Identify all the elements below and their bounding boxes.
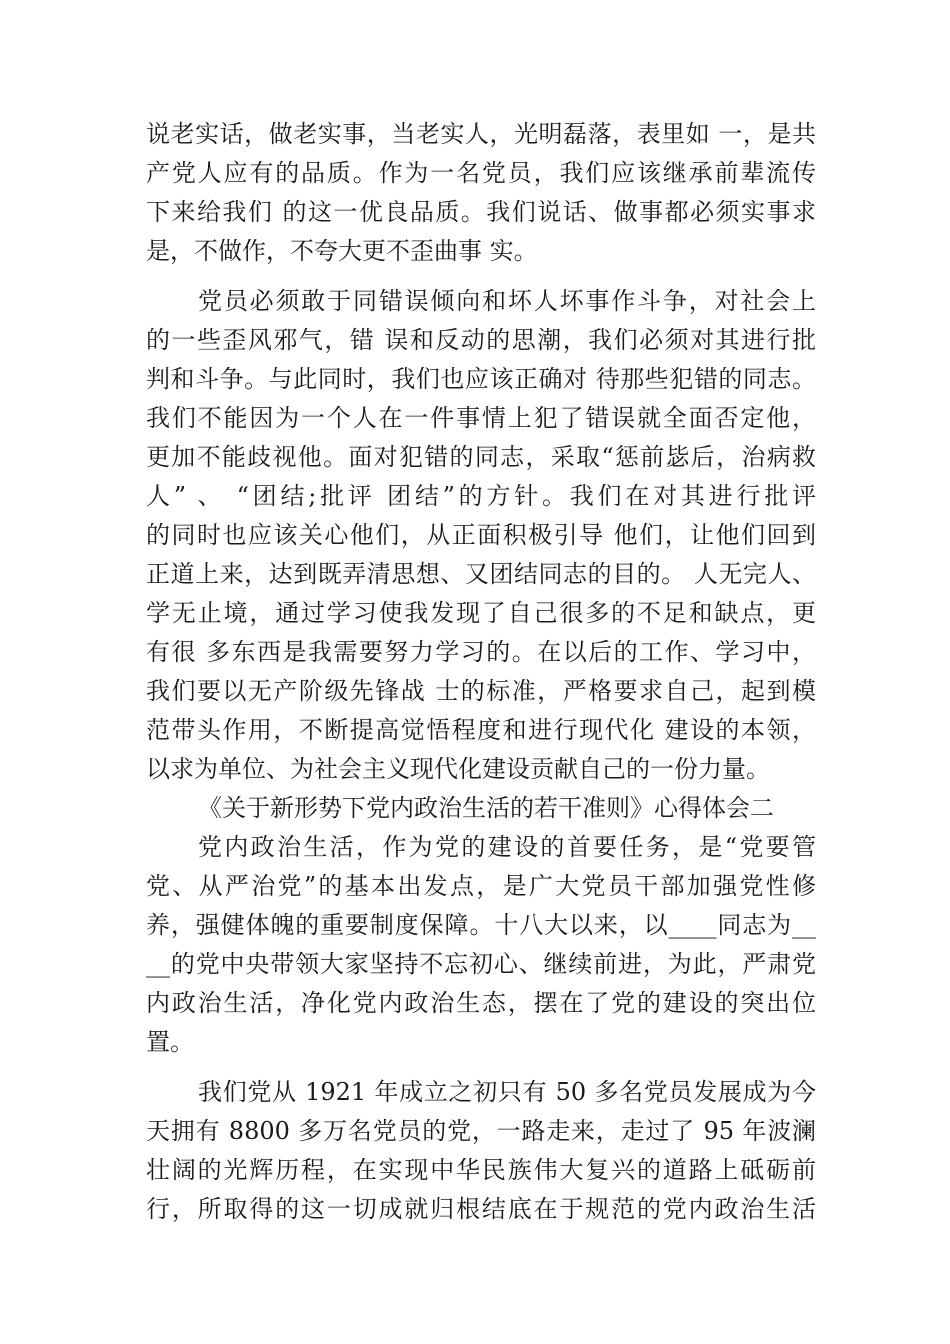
text-line: 我们党从 1921 年成立之初只有 50 多名党员发展成为今 [198, 1078, 816, 1106]
text-line: 下来给我们 的这一优良品质。我们说话、做事都必须实事求 [146, 198, 816, 226]
text-line: 壮阔的光辉历程，在实现中华民族伟大复兴的道路上砥砺前 [146, 1156, 816, 1184]
text-line: 以求为单位、为社会主义现代化建设贡献自己的一份力量。 [146, 755, 770, 783]
text-line: 正道上来，达到既弄清思想、又团结同志的目的。 人无完人、 [146, 560, 816, 588]
text-line: 人” 、 “团结;批评 团结”的方针。我们在对其进行批评 [146, 482, 816, 510]
text-line: 更加不能歧视他。面对犯错的同志，采取“惩前毖后，治病救 [146, 443, 816, 471]
text-line: 置。 [146, 1028, 194, 1056]
text-line: 有很 多东西是我需要努力学习的。在以后的工作、学习中， [146, 638, 816, 666]
text-line: 天拥有 8800 多万名党员的党，一路走来，走过了 95 年波澜 [146, 1117, 816, 1145]
text-line: 内政治生活，净化党内政治生态，摆在了党的建设的突出位 [146, 989, 816, 1017]
text-line: 的一些歪风邪气，错 误和反动的思潮，我们必须对其进行批 [146, 326, 816, 354]
text-line: 判和斗争。与此同时，我们也应该正确对 待那些犯错的同志。 [146, 365, 816, 393]
text-line: 产党人应有的品质。作为一名党员，我们应该继承前辈流传 [146, 159, 816, 187]
text-line: __的党中央带领大家坚持不忘初心、继续前进，为此，严肃党 [146, 950, 816, 978]
text-line: 是，不做作，不夸大更不歪曲事 实。 [146, 237, 538, 265]
text-line: 养，强健体魄的重要制度保障。十八大以来，以____同志为__ [146, 911, 816, 939]
text-line: 行，所取得的这一切成就归根结底在于规范的党内政治生活 [146, 1195, 816, 1223]
text-line: 我们不能因为一个人在一件事情上犯了错误就全面否定他， [146, 404, 816, 432]
text-line: 的同时也应该关心他们，从正面积极引导 他们，让他们回到 [146, 521, 816, 549]
text-line: 党、从严治党”的基本出发点，是广大党员干部加强党性修 [146, 872, 816, 900]
text-line: 学无止境，通过学习使我发现了自己很多的不足和缺点，更 [146, 599, 816, 627]
text-line: 我们要以无产阶级先锋战 士的标准，严格要求自己，起到模 [146, 677, 816, 705]
text-line: 说老实话，做老实事，当老实人，光明磊落，表里如 一，是共 [146, 120, 816, 148]
section-title: 《关于新形势下党内政治生活的若干准则》心得体会二 [198, 794, 774, 822]
text-line: 党内政治生活，作为党的建设的首要任务，是“党要管 [198, 833, 816, 861]
text-line: 党员必须敢于同错误倾向和坏人坏事作斗争，对社会上 [198, 287, 816, 315]
text-line: 范带头作用，不断提高觉悟程度和进行现代化 建设的本领， [146, 716, 816, 744]
document-body [146, 115, 816, 1229]
